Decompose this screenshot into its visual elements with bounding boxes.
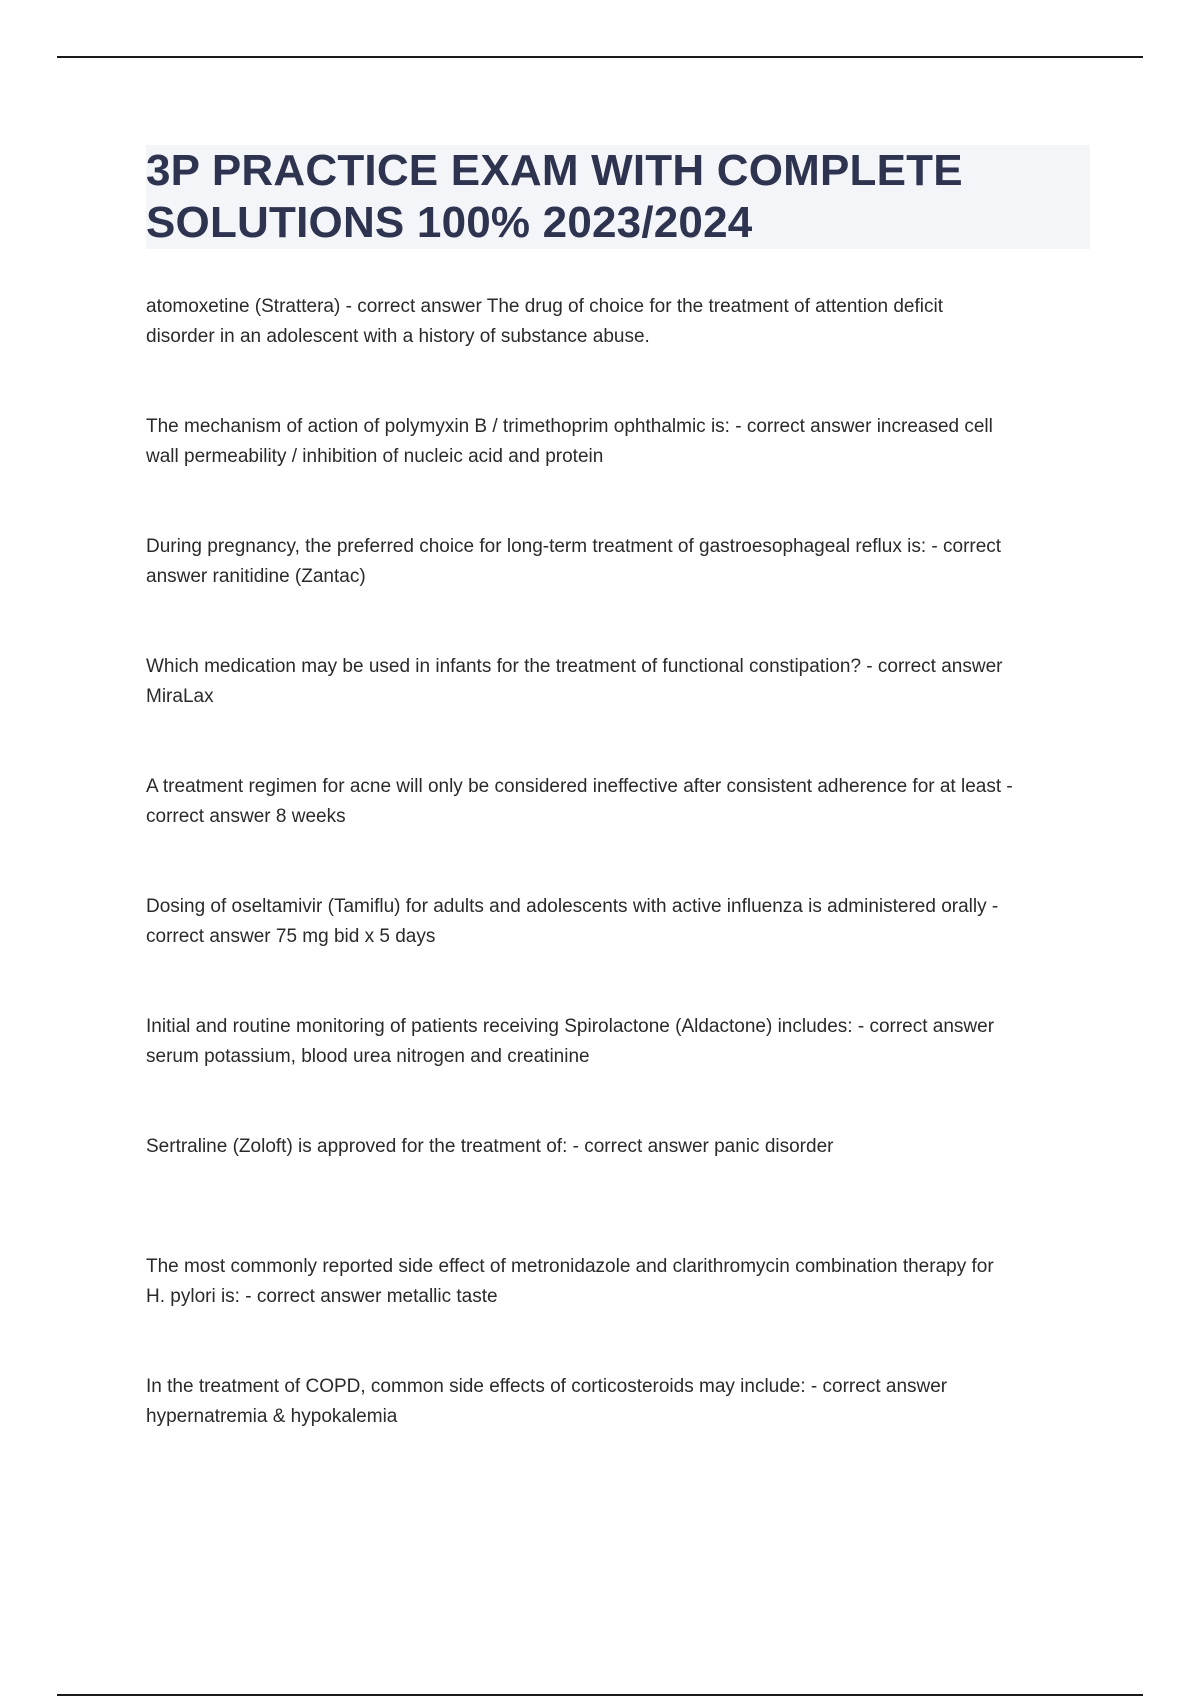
qa-text-line: correct answer 75 mg bid x 5 days — [146, 926, 436, 947]
qa-text-line: correct answer 8 weeks — [146, 806, 346, 827]
qa-text-line: Sertraline (Zoloft) is approved for the treatment of: - correct answer panic disorder — [146, 1136, 834, 1157]
qa-item-1 — [146, 292, 1106, 412]
qa-text-line: In the treatment of COPD, common side effects of corticosteroids may include: - correct answer — [146, 1376, 948, 1397]
qa-item-4 — [146, 652, 1106, 772]
qa-text-line: answer ranitidine (Zantac) — [146, 566, 366, 587]
qa-text-line: Which medication may be used in infants for the treatment of functional constipation? - correct answer — [146, 656, 1003, 677]
qa-text-line: Dosing of oseltamivir (Tamiflu) for adults and adolescents with active influenza is administered orally - — [146, 896, 999, 917]
qa-item-10 — [146, 1372, 1106, 1492]
top-rule — [57, 56, 1143, 58]
qa-item-9 — [146, 1252, 1106, 1372]
qa-text-line: MiraLax — [146, 686, 214, 707]
title-line-1: 3P PRACTICE EXAM WITH COMPLETE — [146, 146, 963, 195]
qa-text-line: disorder in an adolescent with a history of substance abuse. — [146, 326, 650, 347]
qa-item-5 — [146, 772, 1106, 892]
bottom-rule — [57, 1694, 1143, 1696]
qa-text-line: H. pylori is: - correct answer metallic taste — [146, 1286, 498, 1307]
qa-text-line: Initial and routine monitoring of patients receiving Spirolactone (Aldactone) includes: - correct answer — [146, 1016, 995, 1037]
qa-item-6 — [146, 892, 1106, 1012]
title-line-2: SOLUTIONS 100% 2023/2024 — [146, 198, 753, 247]
document-title — [146, 145, 1090, 249]
qa-text-line: The most commonly reported side effect of metronidazole and clarithromycin combination therapy for — [146, 1256, 994, 1277]
qa-text-line: serum potassium, blood urea nitrogen and creatinine — [146, 1046, 590, 1067]
qa-item-7 — [146, 1012, 1106, 1132]
qa-item-2 — [146, 412, 1106, 532]
qa-text-line: The mechanism of action of polymyxin B / trimethoprim ophthalmic is: - correct answer increased cell — [146, 416, 993, 437]
qa-text-line: atomoxetine (Strattera) - correct answer The drug of choice for the treatment of attention deficit — [146, 296, 943, 317]
qa-text-line: hypernatremia & hypokalemia — [146, 1406, 398, 1427]
qa-item-3 — [146, 532, 1106, 652]
title-block — [146, 145, 1090, 249]
question-answer-list — [146, 292, 1106, 1492]
qa-text-line: A treatment regimen for acne will only be considered ineffective after consistent adherence for at least - — [146, 776, 1013, 797]
qa-text-line: During pregnancy, the preferred choice for long-term treatment of gastroesophageal reflux is: - correct — [146, 536, 1002, 557]
qa-item-8 — [146, 1132, 1106, 1252]
qa-text-line: wall permeability / inhibition of nucleic acid and protein — [146, 446, 604, 467]
